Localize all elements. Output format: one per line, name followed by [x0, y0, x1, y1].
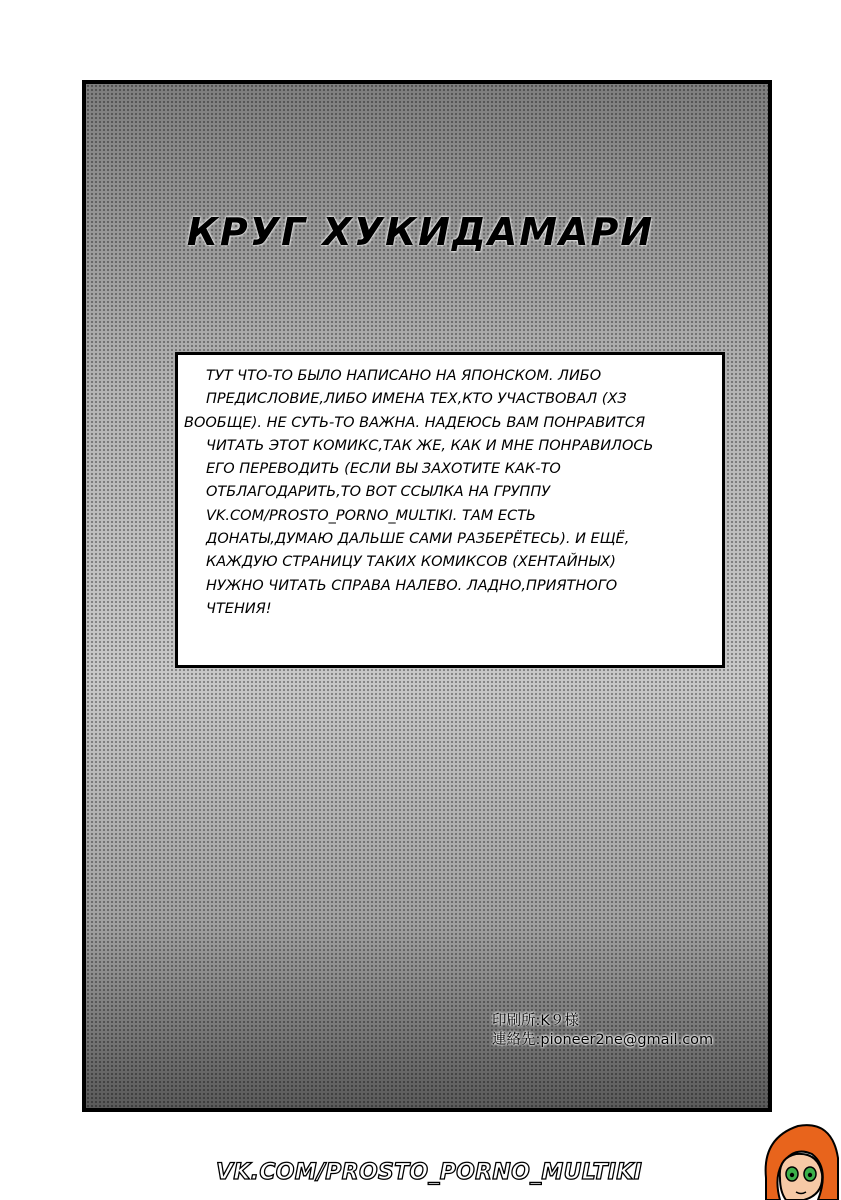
cartoon-face-icon [760, 1118, 840, 1200]
note-line-7: VK.COM/PROSTO_PORNO_MULTIKI. ТАМ ЕСТЬ [206, 507, 537, 524]
translator-note-box [175, 352, 725, 668]
note-line-4: ЧИТАТЬ ЭТОТ КОМИКС,ТАК ЖЕ, КАК И МНЕ ПОНРАВИЛОСЬ [206, 437, 654, 454]
note-line-6: ОТБЛАГОДАРИТЬ,ТО ВОТ ССЫЛКА НА ГРУППУ [206, 484, 551, 501]
note-line-3: ВООБЩЕ). НЕ СУТЬ-ТО ВАЖНА. НАДЕЮСЬ ВАМ ПОНРАВИТСЯ [184, 414, 646, 431]
printer-credit: 印刷所:K９様 [492, 1013, 579, 1029]
note-line-9: КАЖДУЮ СТРАНИЦУ ТАКИХ КОМИКСОВ (ХЕНТАЙНЫХ) [206, 554, 616, 571]
note-line-2: ПРЕДИСЛОВИЕ,ЛИБО ИМЕНА ТЕХ,КТО УЧАСТВОВАЛ (ХЗ [206, 391, 627, 408]
watermark-link: VK.COM/PROSTO_PORNO_MULTIKI [216, 1160, 643, 1185]
note-line-10: НУЖНО ЧИТАТЬ СПРАВА НАЛЕВО. ЛАДНО,ПРИЯТНОГО [206, 577, 618, 594]
credits-block [492, 1012, 713, 1050]
note-line-1: ТУТ ЧТО-ТО БЫЛО НАПИСАНО НА ЯПОНСКОМ. ЛИБО [206, 368, 602, 384]
note-line-11: ЧТЕНИЯ! [206, 600, 272, 617]
note-line-8: ДОНАТЫ,ДУМАЮ ДАЛЬШЕ САМИ РАЗБЕРЁТЕСЬ). И ЕЩЁ, [206, 531, 630, 548]
contact-email: 連絡先:pioneer2ne@gmail.com [492, 1032, 714, 1048]
page-title: КРУГ ХУКИДАМАРИ [186, 210, 655, 254]
note-line-5: ЕГО ПЕРЕВОДИТЬ (ЕСЛИ ВЫ ЗАХОТИТЕ КАК-ТО [206, 461, 561, 478]
